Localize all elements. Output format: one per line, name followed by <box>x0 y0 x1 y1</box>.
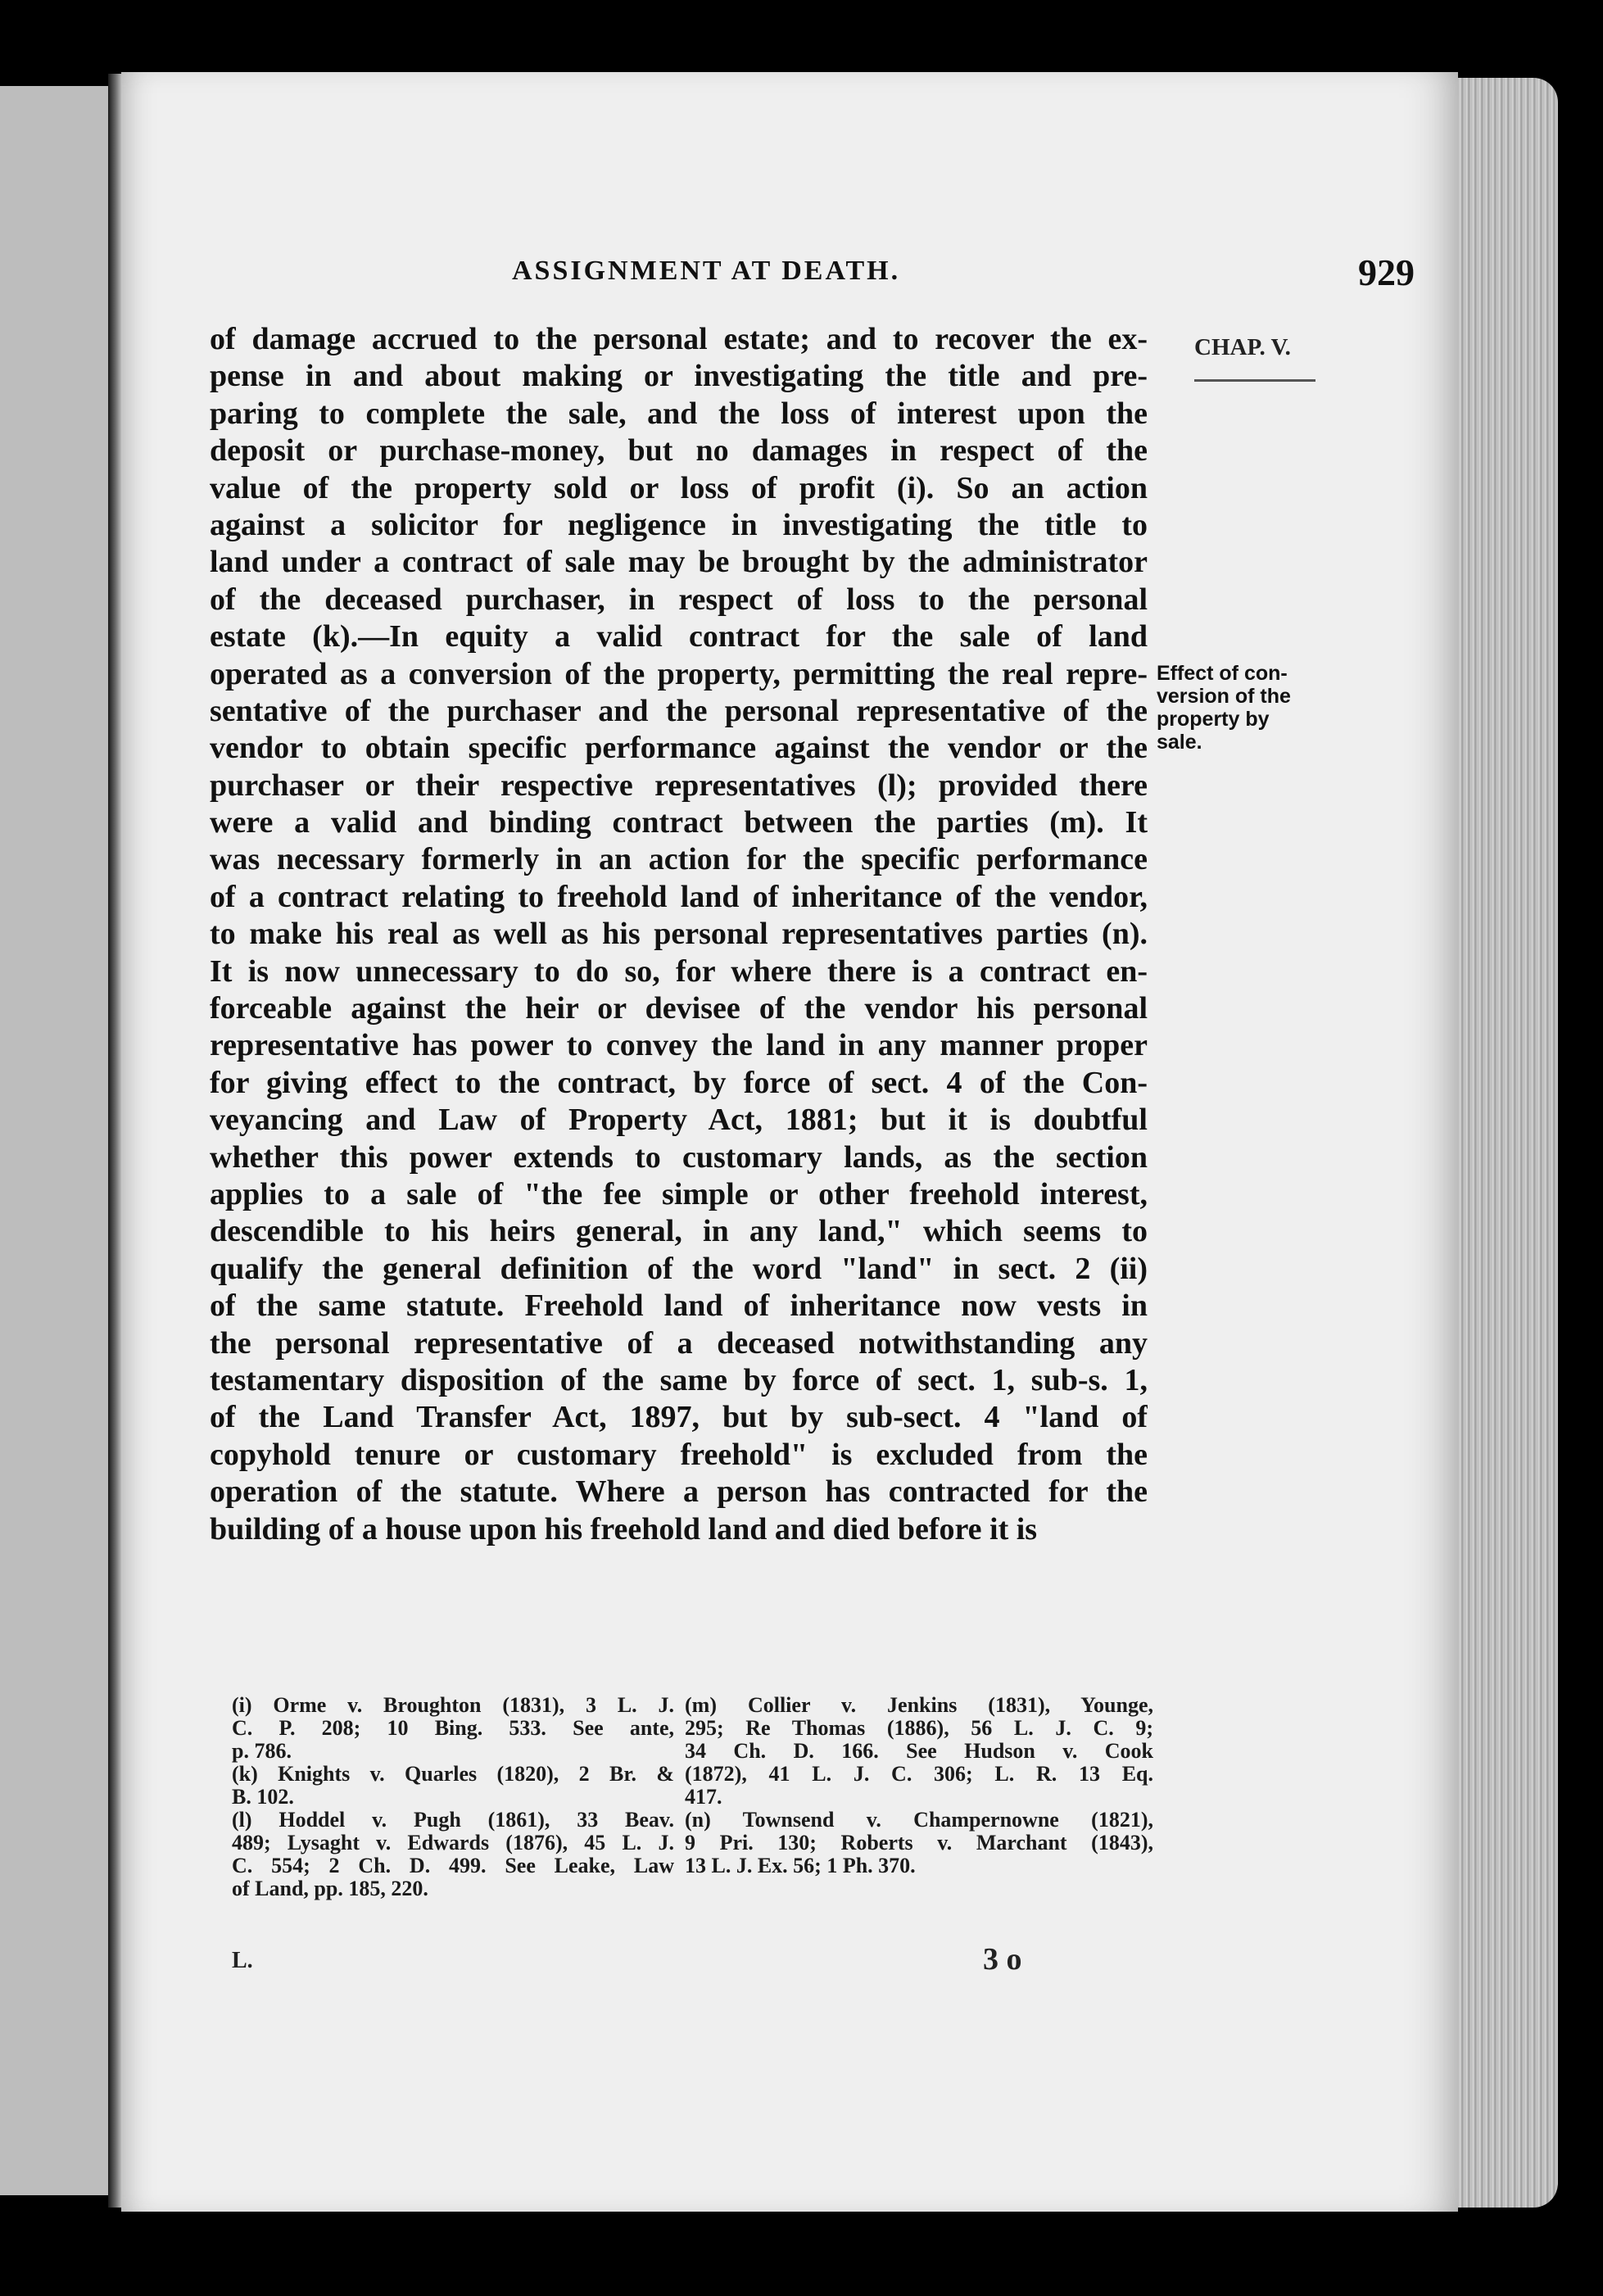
text-line: against a solicitor for negligence in investigating the title to <box>210 507 1148 542</box>
text-line: of the same statute. Freehold land of inheritance now vests in <box>210 1288 1148 1324</box>
footnotes-right-column <box>685 1694 1153 1877</box>
sidenote-line: Effect of con- <box>1157 662 1288 685</box>
text-line: of the Land Transfer Act, 1897, but by sub-sect. 4 "land of <box>210 1400 1148 1435</box>
text-line: applies to a sale of "the fee simple or other freehold interest, <box>210 1176 1148 1211</box>
footnotes-left-column <box>232 1694 674 1900</box>
text-line: veyancing and Law of Property Act, 1881; but it is doubtful <box>210 1103 1148 1138</box>
chapter-rule <box>1194 379 1315 382</box>
text-line: paring to complete the sale, and the loss of interest upon the <box>210 396 1148 431</box>
footnote-line: 489; Lysaght v. Edwards (1876), 45 L. J. <box>232 1832 674 1854</box>
text-line: was necessary formerly in an action for the specific performance <box>210 842 1148 877</box>
footnote-line: C. P. 208; 10 Bing. 533. See ante, <box>232 1717 674 1740</box>
sidenote-line: property by <box>1157 708 1270 731</box>
footnote-line: (1872), 41 L. J. C. 306; L. R. 13 Eq. <box>685 1763 1153 1786</box>
text-line: deposit or purchase-money, but no damages in respect of the <box>210 433 1148 469</box>
text-line: estate (k).—In equity a valid contract for the sale of land <box>210 619 1148 654</box>
chapter-label: CHAP. V. <box>1194 334 1291 360</box>
footnote-line: 9 Pri. 130; Roberts v. Marchant (1843), <box>685 1832 1153 1854</box>
sidenote-line: sale. <box>1157 731 1202 754</box>
text-line: representative has power to convey the land in any manner proper <box>210 1028 1148 1063</box>
footnote-line: C. 554; 2 Ch. D. 499. See Leake, Law <box>232 1854 674 1877</box>
text-line: pense in and about making or investigating the title and pre- <box>210 359 1148 394</box>
text-line: of the deceased purchaser, in respect of loss to the personal <box>210 582 1148 617</box>
footnote-line: 417. <box>685 1786 722 1809</box>
text-line: value of the property sold or loss of profit (i). So an action <box>210 470 1148 505</box>
footnote-line: (n) Townsend v. Champernowne (1821), <box>685 1809 1153 1832</box>
footnote-line: (i) Orme v. Broughton (1831), 3 L. J. <box>232 1694 674 1717</box>
text-line: operated as a conversion of the property, permitting the real repre- <box>210 656 1148 691</box>
page-edges <box>1458 78 1558 2208</box>
sidenote <box>1157 662 1320 754</box>
sidenote-line: version of the <box>1157 685 1291 708</box>
text-line: whether this power extends to customary lands, as the section <box>210 1139 1148 1175</box>
running-head: ASSIGNMENT AT DEATH. <box>512 256 901 286</box>
text-line: testamentary disposition of the same by force of sect. 1, sub-s. 1, <box>210 1362 1148 1397</box>
text-line: operation of the statute. Where a person has contracted for the <box>210 1474 1148 1510</box>
signature-mark: 3 o <box>983 1942 1022 1977</box>
text-line: descendible to his heirs general, in any land," which seems to <box>210 1214 1148 1249</box>
footnote-line: 295; Re Thomas (1886), 56 L. J. C. 9; <box>685 1717 1153 1740</box>
text-line: building of a house upon his freehold land and died before it is <box>210 1511 1038 1547</box>
text-line: It is now unnecessary to do so, for where there is a contract en- <box>210 953 1148 989</box>
footnote-line: (m) Collier v. Jenkins (1831), Younge, <box>685 1694 1153 1717</box>
text-line: vendor to obtain specific performance against the vendor or the <box>210 731 1148 766</box>
footnote-line: (k) Knights v. Quarles (1820), 2 Br. & <box>232 1763 674 1786</box>
text-line: purchaser or their respective representatives (l); provided there <box>210 768 1148 803</box>
body-text <box>210 321 1148 1548</box>
text-line: for giving effect to the contract, by force of sect. 4 of the Con- <box>210 1065 1148 1100</box>
footnote-line: 34 Ch. D. 166. See Hudson v. Cook <box>685 1740 1153 1763</box>
text-line: copyhold tenure or customary freehold" is excluded from the <box>210 1437 1148 1472</box>
footnote-line: B. 102. <box>232 1786 294 1809</box>
facing-page-edge <box>0 86 112 2195</box>
footnote-line: p. 786. <box>232 1740 292 1763</box>
footnote-line: (l) Hoddel v. Pugh (1861), 33 Beav. <box>232 1809 674 1832</box>
signature-mark-left: L. <box>232 1948 253 1973</box>
text-line: to make his real as well as his personal representatives parties (n). <box>210 917 1148 952</box>
text-line: forceable against the heir or devisee of the vendor his personal <box>210 991 1148 1026</box>
text-line: the personal representative of a deceased notwithstanding any <box>210 1325 1148 1361</box>
text-line: sentative of the purchaser and the personal representative of the <box>210 693 1148 728</box>
footnote-line: of Land, pp. 185, 220. <box>232 1877 428 1900</box>
text-line: land under a contract of sale may be brought by the administrator <box>210 545 1148 580</box>
text-line: of damage accrued to the personal estate; and to recover the ex- <box>210 322 1148 356</box>
text-line: qualify the general definition of the word "land" in sect. 2 (ii) <box>210 1251 1148 1286</box>
page-number: 929 <box>1358 251 1415 293</box>
text-line: were a valid and binding contract between the parties (m). It <box>210 805 1148 840</box>
text-line: of a contract relating to freehold land of inheritance of the vendor, <box>210 879 1148 914</box>
footnote-line: 13 L. J. Ex. 56; 1 Ph. 370. <box>685 1854 916 1877</box>
